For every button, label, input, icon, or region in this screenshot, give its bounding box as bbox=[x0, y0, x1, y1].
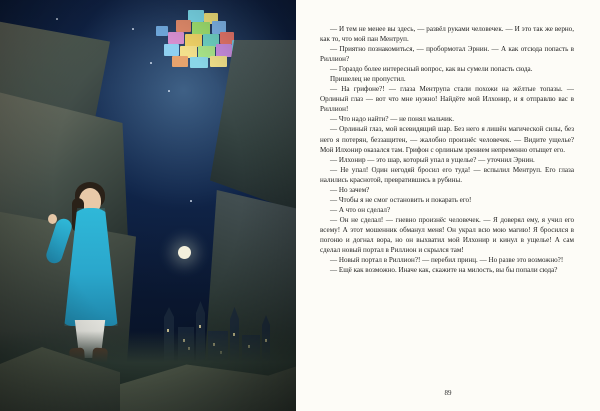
paragraph: — На грифоне?! — глаза Ментрупа стали похожи на жёлтые топазы. — Орлиный глаз — вот что мне нужно! Найдёте мой Илхонир, и я отправлю вас в Риллион! bbox=[320, 85, 574, 114]
illustration-page bbox=[0, 0, 296, 411]
page-number: 89 bbox=[444, 389, 452, 397]
figure-hand bbox=[48, 214, 57, 224]
paragraph: — Приятно познакомиться, — пробормотал Эрнин. — А как отсюда попасть в Риллион? bbox=[320, 45, 574, 64]
text-page bbox=[296, 0, 600, 411]
paragraph: — И тем не менее вы здесь, — развёл руками человечек. — И это так же верно, как то, что мой пан Ментруп. bbox=[320, 25, 574, 44]
paragraph: — Не упал! Один негодяй бросил его туда! — вспылил Ментруп. Его глаза налились краснотой, превратившись в рубины. bbox=[320, 165, 574, 184]
paragraph: — Ещё как возможно. Иначе как, скажите на милость, вы бы попали сюда? bbox=[330, 266, 558, 275]
paragraph: — Илхонир — это шар, который упал в ущелье? — уточнил Эрнин. bbox=[330, 155, 535, 164]
paragraph: — Гораздо более интересный вопрос, как вы сумели попасть сюда. bbox=[330, 65, 533, 74]
body-text-column bbox=[320, 24, 574, 275]
paragraph: — А что он сделал? bbox=[330, 205, 391, 214]
paragraph: — Что надо найти? — не понял мальчик. bbox=[330, 115, 455, 124]
paragraph: — Новый портал в Риллион?! — перебил принц. — Но разве это возможно?! bbox=[330, 256, 564, 265]
figure-arm bbox=[44, 217, 73, 266]
paragraph: — Он не сделал! — гневно произнёс человечек. — Я доверял ему, я учил его всему! А этот мошенник обманул меня! Он украл всю мою магию! Я бросился в погоню и догнал вора, но он выхватил мой Илхонир и кинул в ущелье! А сам сделал новый портал в Риллион и скрылся там! bbox=[320, 215, 574, 255]
paragraph: — Но зачем? bbox=[330, 185, 370, 194]
paragraph: Пришелец не пропустил. bbox=[330, 75, 406, 84]
night-scene-illustration bbox=[0, 0, 296, 411]
paragraph: — Чтобы я не смог остановить и покарать его! bbox=[330, 195, 472, 204]
paragraph: — Орлиный глаз, мой всевидящий шар. Без него я лишён магической силы, без него я потерян, беззащитен, — жалобно произнёс человечек. — Видите ущелье? Мой Илхонир оказался там. Грифон с орлиным зрением непременно отыщет его. bbox=[320, 125, 574, 154]
